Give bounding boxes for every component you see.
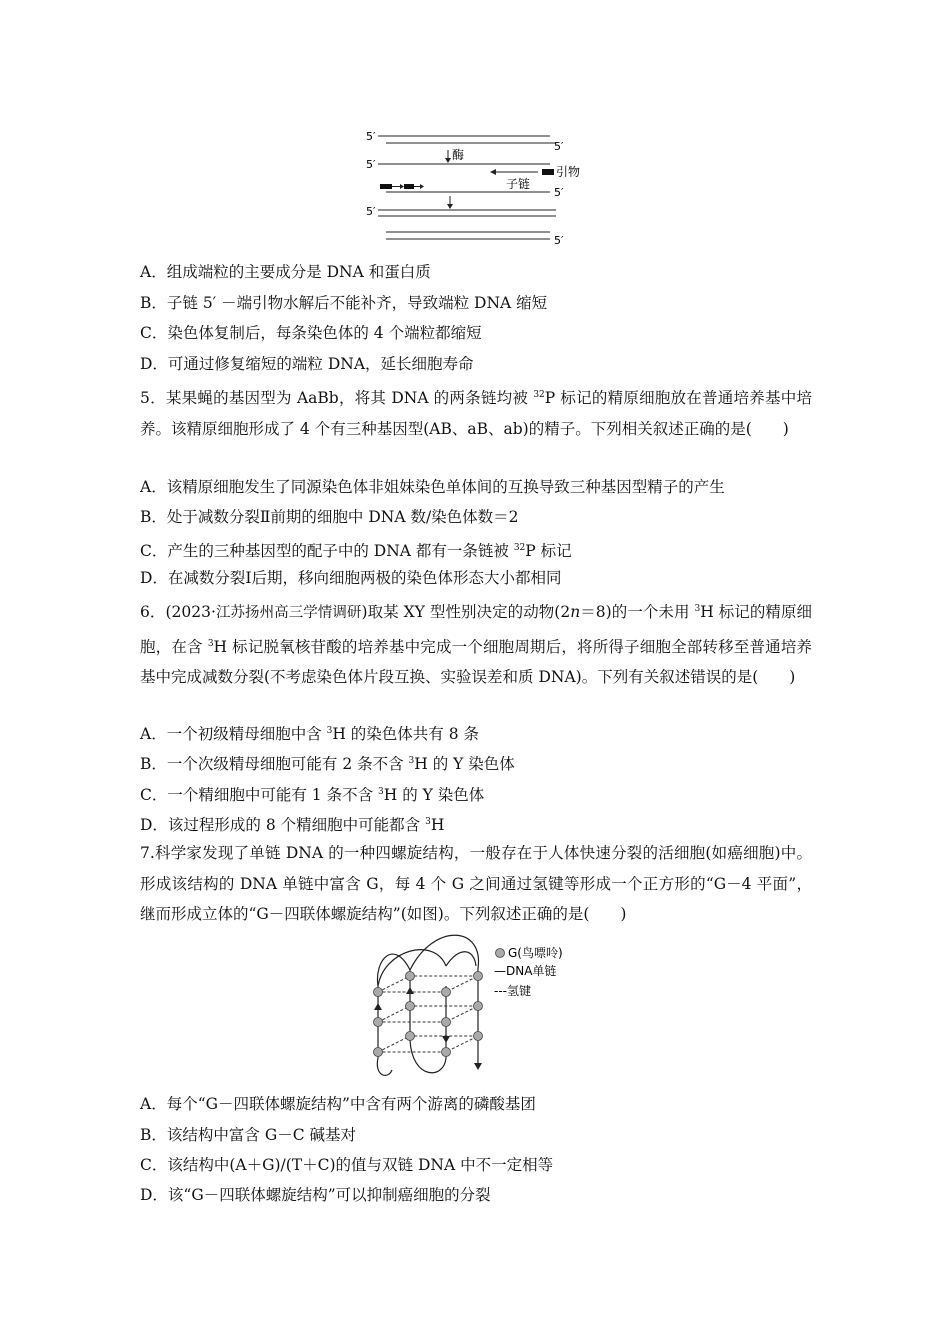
q4-option-b: B．子链 5′ －端引物水解后不能补齐，导致端粒 DNA 缩短 [140,294,548,312]
q7-option-d: D．该“G－四联体螺旋结构”可以抑制癌细胞的分裂 [140,1186,491,1204]
legend-g-label: G(鸟嘌呤) [508,946,563,960]
guanine-node [442,1018,451,1027]
q7-option-c: C．该结构中(A＋G)/(T＋C)的值与双链 DNA 中不一定相等 [140,1156,554,1174]
q6-option-d: D．该过程形成的 8 个精细胞中可能都含 $^3$H [140,816,445,834]
q7-option-b: B．该结构中富含 G－C 碱基对 [140,1126,356,1144]
guanine-node [474,1032,483,1041]
q7-option-a: A．每个“G－四联体螺旋结构”中含有两个游离的磷酸基团 [140,1095,536,1113]
q6-option-b: B．一个次级精母细胞可能有 2 条不含 $^3$H 的 Y 染色体 [140,755,515,773]
legend-g-marker [496,949,505,958]
q6-stem: 6．(2023·江苏扬州高三学情调研)取某 XY 型性别决定的动物(2n＝8)的一个未用 $^3$H 标记的精原细胞，在含 $^3$H 标记脱氧核苷酸的培养基中完成一个细胞周期后，将所得子细胞全部转移至普通培养基中完成减数分裂(不考虑染色体片段互换、实验误差和质 DNA)。下列有关叙述错误的是( ) [140,603,813,686]
five-prime-label: 5′ [554,234,564,247]
primer-fragment [380,184,392,189]
guanine-node [442,1048,451,1057]
guanine-node [474,972,483,981]
strand-arrow-down [474,1063,482,1070]
telomere-replication-figure [360,126,600,252]
q6-option-c: C．一个精细胞中可能有 1 条不含 $^3$H 的 Y 染色体 [140,786,485,804]
legend-strand-label: —DNA单链 [494,964,557,978]
q7-stem: 7.科学家发现了单链 DNA 的一种四螺旋结构，一般存在于人体快速分裂的活细胞(如癌细胞)中。形成该结构的 DNA 单链中富含 G，每 4 个 G 之间通过氢键等形成一个正方形的“G－4 平面”，继而形成立体的“G－四联体螺旋结构”(如图)。下列叙述正确的是( ) [140,844,812,923]
q6-option-a: A．一个初级精母细胞中含 $^3$H 的染色体共有 8 条 [140,725,480,743]
guanine-node [406,972,415,981]
five-prime-label: 5′ [554,186,564,199]
five-prime-label: 5′ [366,130,376,143]
enzyme-label: 酶 [452,148,465,162]
strand-arrow-up [374,1003,382,1010]
guanine-node [374,1048,383,1057]
primer-block [542,169,554,175]
q4-option-d: D．可通过修复缩短的端粒 DNA，延长细胞寿命 [140,355,474,373]
primer-fragment [404,184,414,189]
guanine-node [442,988,451,997]
legend-hbond-label: ---氢键 [494,984,531,998]
guanine-node [374,988,383,997]
q5-stem: 5．某果蝇的基因型为 AaBb，将其 DNA 的两条链均被 $^{32}$P 标记的精原细胞放在普通培养基中培养。该精原细胞形成了 4 个有三种基因型(AB、aB、ab)的精子。下列相关叙述正确的是( ) [140,389,812,438]
five-prime-label: 5′ [366,205,376,218]
q5-option-a: A．该精原细胞发生了同源染色体非姐妹染色单体间的互换导致三种基因型精子的产生 [140,478,725,496]
q4-option-a: A．组成端粒的主要成分是 DNA 和蛋白质 [140,263,431,281]
q5-option-d: D．在减数分裂Ⅰ后期，移向细胞两极的染色体形态大小都相同 [140,569,562,587]
q4-option-c: C．染色体复制后，每条染色体的 4 个端粒都缩短 [140,324,482,342]
five-prime-label: 5′ [366,158,376,171]
five-prime-label: 5′ [554,140,564,153]
guanine-node [406,1002,415,1011]
g-quadruplex-figure [364,930,594,1080]
primer-label: 引物 [556,165,581,179]
strand-arrow-down [442,1036,450,1043]
q5-option-b: B．处于减数分裂Ⅱ前期的细胞中 DNA 数/染色体数＝2 [140,508,519,526]
guanine-node [474,1002,483,1011]
strand-arrow-up [406,987,414,994]
daughter-strand-label: 子链 [506,177,531,191]
guanine-node [406,1032,415,1041]
q5-option-c: C．产生的三种基因型的配子中的 DNA 都有一条链被 $^{32}$P 标记 [140,542,572,560]
guanine-node [374,1018,383,1027]
